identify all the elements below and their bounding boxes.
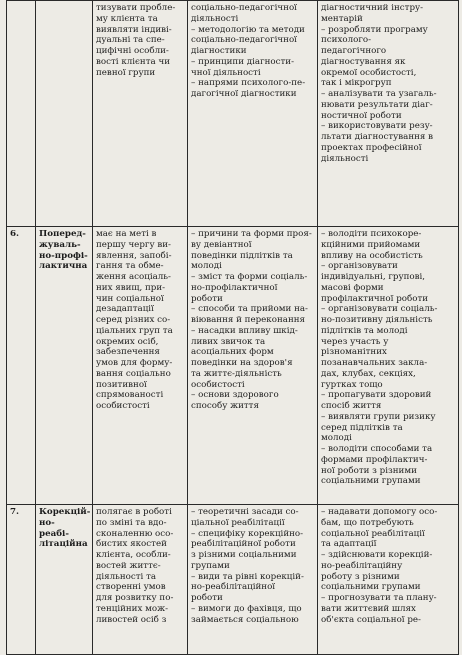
text-line: – причини та форми проя- bbox=[191, 229, 312, 239]
text-line: діяльності та bbox=[96, 571, 157, 582]
text-line: дуальні та спе- bbox=[96, 35, 165, 46]
text-line: проектах професійної bbox=[321, 142, 422, 153]
text-line: чної діяльності bbox=[191, 67, 261, 78]
text-line: психолого- bbox=[321, 35, 372, 46]
text-line: – зміст та форми соціаль- bbox=[191, 272, 308, 282]
text-line: умов для форму- bbox=[96, 358, 173, 368]
text-line: – пропагувати здоровий bbox=[321, 390, 432, 401]
text-line: спрямованості bbox=[96, 390, 164, 401]
text-line: ментарій bbox=[321, 13, 363, 24]
text-line: впливу на особистість bbox=[321, 250, 423, 261]
text-line: лактична bbox=[39, 261, 88, 272]
text-line: літаційна bbox=[39, 539, 88, 550]
text-line: реабілітаційної роботи bbox=[191, 539, 296, 550]
text-line: – розробляти програму bbox=[321, 24, 428, 35]
text-line: та адаптації bbox=[321, 539, 377, 550]
text-line: явлення, запобі- bbox=[96, 250, 172, 261]
text-line: по зміні та вдо- bbox=[96, 517, 167, 528]
function-name bbox=[36, 227, 93, 505]
text-line: кційними прийомами bbox=[321, 239, 421, 250]
knowledge-cell bbox=[188, 1, 318, 227]
text-line: – методологію та методи bbox=[191, 24, 305, 35]
text-line: окремої особистості, bbox=[321, 67, 417, 78]
text-line: забезпечення bbox=[96, 347, 160, 358]
text-line: способу життя bbox=[191, 401, 259, 411]
text-line: них явищ, при- bbox=[96, 282, 166, 293]
knowledge-cell bbox=[188, 227, 318, 505]
text-line: гання та обме- bbox=[96, 261, 164, 272]
text-line: востей життє- bbox=[96, 560, 161, 571]
text-line: роботи bbox=[191, 593, 223, 603]
skills-cell bbox=[318, 1, 459, 227]
text-line: реабі- bbox=[39, 528, 69, 539]
text-line: ної роботи з різними bbox=[321, 465, 417, 476]
text-line: но-реабілітаційну bbox=[321, 560, 403, 571]
text-line: молоді bbox=[321, 433, 352, 444]
text-line: індивідуальні, групові, bbox=[321, 272, 426, 282]
text-line: дагогічної діагностики bbox=[191, 89, 297, 99]
text-line: но-профілактичної bbox=[191, 282, 278, 293]
text-line: – володіти способами та bbox=[321, 444, 433, 454]
function-description bbox=[93, 505, 188, 655]
text-line: – виявляти групи ризику bbox=[321, 411, 436, 422]
text-line: – специфіку корекційно- bbox=[191, 528, 304, 539]
text-line: ціальної реабілітації bbox=[191, 517, 285, 528]
text-line: клієнта, особли- bbox=[96, 550, 171, 560]
text-line: педагогічного bbox=[321, 46, 387, 56]
text-line: тизувати пробле- bbox=[96, 3, 176, 13]
text-line: соціальної реабілітації bbox=[321, 528, 425, 539]
knowledge-cell bbox=[188, 505, 318, 655]
text-line: вості клієнта чи bbox=[96, 56, 170, 67]
text-line: – вимоги до фахівця, що bbox=[191, 603, 302, 614]
text-line: вання соціально bbox=[96, 368, 171, 379]
skills-cell bbox=[318, 227, 459, 505]
text-line: бам, що потребують bbox=[321, 517, 414, 528]
text-line: діагностування як bbox=[321, 56, 406, 67]
text-line: роботу з різними bbox=[321, 571, 400, 582]
text-line: – організовувати bbox=[321, 261, 398, 272]
row-number bbox=[7, 505, 36, 655]
text-line: – здійснювати корекцій- bbox=[321, 550, 433, 560]
text-line: серед різних со- bbox=[96, 315, 171, 325]
text-line: ження асоціаль- bbox=[96, 272, 171, 282]
text-line: сконаленню осо- bbox=[96, 528, 174, 539]
skills-cell bbox=[318, 505, 459, 655]
text-line: но-реабілітаційної bbox=[191, 582, 276, 593]
text-line: гуртках тощо bbox=[321, 379, 383, 390]
text-line: певної групи bbox=[96, 67, 156, 78]
text-line: ностичної роботи bbox=[321, 110, 402, 121]
text-line: льтати діагностування в bbox=[321, 132, 434, 142]
text-line: займається соціальною bbox=[191, 614, 299, 625]
text-line: нювати результати діаг- bbox=[321, 99, 433, 110]
text-line: – використовувати резу- bbox=[321, 121, 433, 132]
text-line: віювання й переконання bbox=[191, 315, 306, 325]
text-line: дах, клубах, секціях, bbox=[321, 368, 416, 379]
text-line: позанавчальних закла- bbox=[321, 358, 428, 368]
function-description bbox=[93, 227, 188, 505]
text-line: чин соціальної bbox=[96, 293, 164, 304]
text-line: діяльності bbox=[191, 13, 239, 24]
text-line: окремих осіб, bbox=[96, 336, 159, 347]
table-row bbox=[7, 505, 459, 655]
text-line: спосіб життя bbox=[321, 401, 382, 411]
text-line: ливостей осіб з bbox=[96, 614, 167, 625]
text-line: – способи та прийоми на- bbox=[191, 304, 308, 315]
text-line: – принципи діагности- bbox=[191, 56, 295, 67]
table-row bbox=[7, 227, 459, 505]
text-line: ву девіантної bbox=[191, 239, 252, 250]
text-line: поведінки на здоров'я bbox=[191, 358, 293, 368]
text-line: му клієнта та bbox=[96, 13, 158, 24]
text-line: полягає в роботі bbox=[96, 507, 172, 517]
text-line: дезадаптації bbox=[96, 304, 154, 315]
text-line: групами bbox=[191, 560, 230, 571]
text-line: так і мікрогруп bbox=[321, 78, 392, 89]
function-name bbox=[36, 505, 93, 655]
table-row bbox=[7, 1, 459, 227]
row-number-text: 7. bbox=[10, 507, 20, 517]
text-line: діагностики bbox=[191, 46, 247, 56]
row-number bbox=[7, 1, 36, 227]
text-line: – аналізувати та узагаль- bbox=[321, 89, 437, 99]
text-line: – теоретичні засади со- bbox=[191, 507, 299, 517]
text-line: Поперед- bbox=[39, 229, 86, 239]
text-line: соціально-педагогічної bbox=[191, 35, 297, 46]
text-line: – володіти психокоре- bbox=[321, 229, 422, 239]
text-line: – організовувати соціаль- bbox=[321, 304, 438, 315]
text-line: підлітків та молоді bbox=[321, 325, 408, 336]
text-line: асоціальних форм bbox=[191, 347, 274, 358]
text-line: вати життєвий шлях bbox=[321, 603, 416, 614]
text-line: виявляти індиві- bbox=[96, 24, 172, 35]
text-line: – насадки впливу шкід- bbox=[191, 325, 298, 336]
text-line: об'єкта соціальної ре- bbox=[321, 614, 421, 625]
text-line: особистості bbox=[96, 401, 150, 411]
text-line: масові форми bbox=[321, 282, 384, 293]
text-line: соціальними групами bbox=[321, 476, 421, 487]
text-line: цифічні особли- bbox=[96, 46, 169, 56]
text-line: особистості bbox=[191, 379, 245, 390]
text-line: для розвитку по- bbox=[96, 593, 174, 603]
text-line: – напрями психолого-пе- bbox=[191, 78, 306, 89]
text-line: різноманітних bbox=[321, 347, 387, 358]
text-line: роботи bbox=[191, 293, 223, 304]
row-number bbox=[7, 227, 36, 505]
function-description bbox=[93, 1, 188, 227]
text-line: має на меті в bbox=[96, 229, 157, 239]
text-line: – основи здорового bbox=[191, 390, 279, 401]
text-line: серед підлітків та bbox=[321, 422, 403, 433]
function-name bbox=[36, 1, 93, 227]
text-line: ціальних груп та bbox=[96, 325, 173, 336]
text-line: діяльності bbox=[321, 153, 369, 164]
text-line: профілактичної роботи bbox=[321, 293, 429, 304]
text-line: бистих якостей bbox=[96, 539, 167, 550]
text-line: молоді bbox=[191, 261, 222, 272]
text-line: формами профілактич- bbox=[321, 454, 428, 465]
text-line: но-позитивну діяльність bbox=[321, 315, 433, 325]
text-line: першу чергу ви- bbox=[96, 239, 171, 250]
text-line: через участь у bbox=[321, 336, 389, 347]
text-line: жуваль- bbox=[39, 239, 81, 250]
text-line: позитивної bbox=[96, 379, 147, 390]
text-line: діагностичний інстру- bbox=[321, 3, 424, 13]
text-line: – види та рівні корекцій- bbox=[191, 571, 304, 582]
text-line: но-профі- bbox=[39, 250, 88, 261]
text-line: соціально-педагогічної bbox=[191, 3, 297, 13]
text-line: та життє-діяльність bbox=[191, 368, 282, 379]
text-line: соціальними групами bbox=[321, 582, 421, 593]
text-line: поведінки підлітків та bbox=[191, 250, 293, 261]
competency-table bbox=[6, 0, 459, 655]
text-line: створенні умов bbox=[96, 582, 166, 593]
text-line: з різними соціальними bbox=[191, 550, 297, 560]
text-line: но- bbox=[39, 517, 55, 528]
text-line: ливих звичок та bbox=[191, 336, 266, 347]
row-number-text: 6. bbox=[10, 229, 20, 239]
text-line: – надавати допомогу осо- bbox=[321, 507, 438, 517]
text-line: Корекцій- bbox=[39, 507, 91, 517]
text-line: тенційних мож- bbox=[96, 603, 169, 614]
text-line: – прогнозувати та плану- bbox=[321, 593, 437, 603]
